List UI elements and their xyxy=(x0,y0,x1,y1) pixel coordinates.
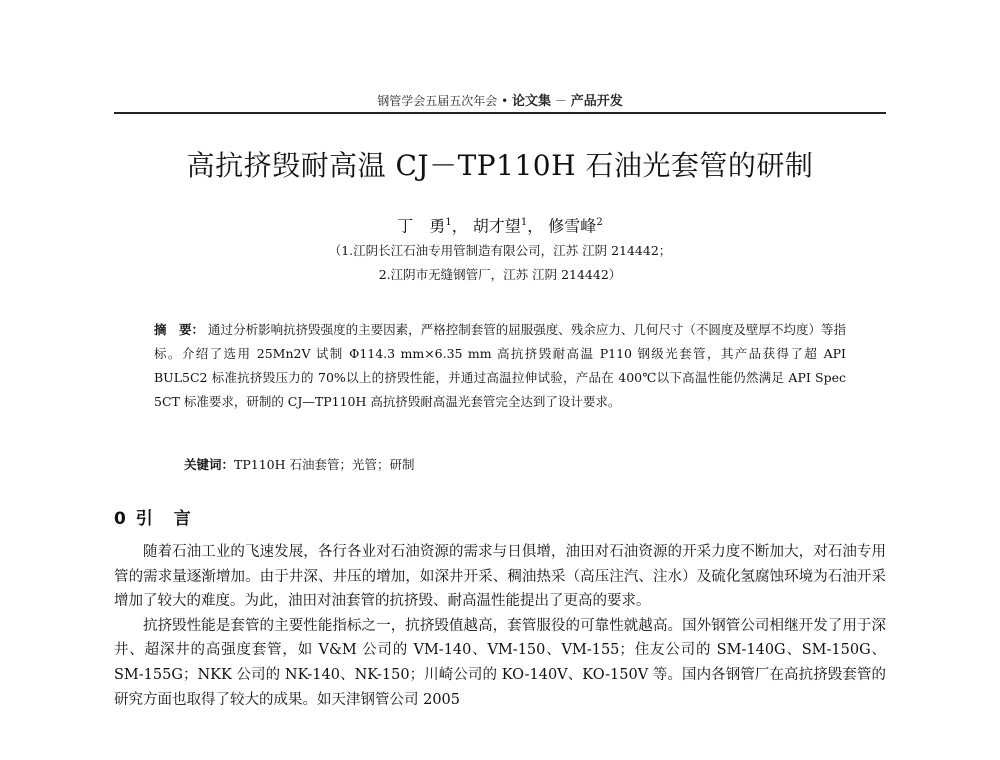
header-rule xyxy=(114,112,886,114)
author-affil-mark: 1 xyxy=(445,217,452,228)
keywords-text: TP110H 石油套管；光管；研制 xyxy=(234,457,415,472)
affiliation-line: （1.江阴长江石油专用管制造有限公司，江苏 江阴 214442； xyxy=(328,243,672,258)
affiliation-line: 2.江阴市无缝钢管厂，江苏 江阴 214442） xyxy=(378,267,622,282)
keywords xyxy=(184,456,844,474)
abstract xyxy=(154,318,846,414)
header-section: 产品开发 xyxy=(570,94,623,109)
abstract-label: 摘 要： xyxy=(154,322,205,337)
author-name: 胡才望 xyxy=(472,216,521,236)
author-name: 丁 勇 xyxy=(397,216,446,236)
author-name: 修雪峰 xyxy=(548,216,597,236)
running-header xyxy=(0,94,1000,109)
author-separator: ， xyxy=(527,216,544,236)
author-affil-mark: 1 xyxy=(520,217,528,228)
author-list xyxy=(0,212,1000,237)
section-title: 引 言 xyxy=(135,509,193,529)
section-number: 0 xyxy=(114,509,128,529)
paper-title: 高抗挤毁耐高温 CJ－TP110H 石油光套管的研制 xyxy=(186,149,814,182)
author-separator: ， xyxy=(451,216,468,236)
author-affil-mark: 2 xyxy=(596,217,603,228)
section-heading xyxy=(114,508,193,530)
header-journal: 钢管学会五届五次年会 • xyxy=(377,94,509,108)
paragraph: 抗挤毁性能是套管的主要性能指标之一，抗挤毁值越高，套管服役的可靠性就越高。国外钢管公司相继开发了用于深井、超深井的高强度套管，如 V&M 公司的 VM-140、VM-150、VM-155；住友公司的 SM-140G、SM-150G、SM-155G；NKK 公司的 NK-140、NK-150；川崎公司的 KO-140V、KO-150V 等。国内各钢管厂在高抗挤毁套管的研究方面也取得了较大的成果。如天津钢管公司 2005 xyxy=(114,617,886,708)
paragraph: 随着石油工业的飞速发展，各行各业对石油资源的需求与日俱增，油田对石油资源的开采力度不断加大，对石油专用管的需求量逐渐增加。由于井深、井压的增加，如深井开采、稠油热采（高压注汽、注水）及硫化氢腐蚀环境为石油开采增加了较大的难度。为此，油田对油套管的抗挤毁、耐高温性能提出了更高的要求。 xyxy=(114,544,886,610)
body-text xyxy=(114,540,886,712)
keywords-label: 关键词： xyxy=(184,457,235,472)
header-separator: － xyxy=(554,94,567,108)
abstract-text: 通过分析影响抗挤毁强度的主要因素，严格控制套管的屈服强度、残余应力、几何尺寸（不圆度及壁厚不均度）等指标。介绍了选用 25Mn2V 试制 Φ114.3 mm×6.35 mm 高抗挤毁耐高温 P110 钢级光套管，其产品获得了超 API BUL5C2 标准抗挤毁压力的 70%以上的挤毁性能，并通过高温拉伸试验，产品在 400℃以下高温性能仍然满足 API Spec 5CT 标准要求，研制的 CJ—TP110H 高抗挤毁耐高温光套管完全达到了设计要求。 xyxy=(154,322,846,409)
header-collection: 论文集 xyxy=(512,94,552,109)
